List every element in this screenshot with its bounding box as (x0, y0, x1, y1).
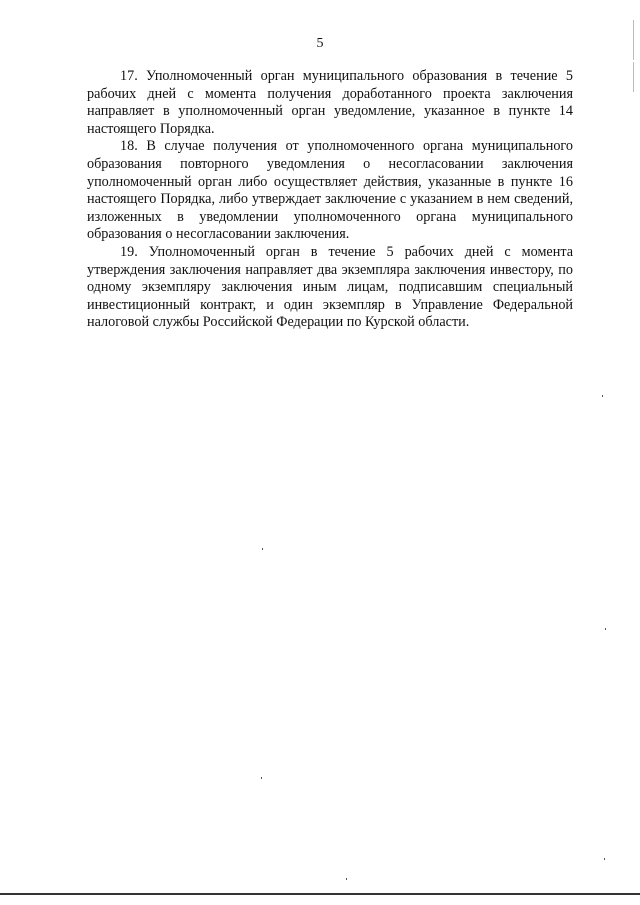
scan-speck (261, 777, 262, 779)
scan-edge-mark (633, 62, 634, 92)
scan-speck (262, 548, 263, 550)
scan-speck (346, 878, 347, 880)
scan-speck (602, 395, 603, 397)
scan-bottom-edge (0, 893, 640, 895)
page-number: 5 (316, 36, 324, 51)
paragraph-17: 17. Уполномоченный орган муниципального образования в течение 5 рабочих дней с момента получения доработанного проекта заключения направляет в уполномоченный орган уведомление, указанное в пункте 14 настоящего Порядка. (87, 68, 573, 137)
scan-speck (605, 628, 606, 630)
scan-speck (604, 858, 605, 860)
document-body (87, 68, 573, 332)
paragraph-18: 18. В случае получения от уполномоченного органа муниципального образования повторного уведомления о несогласовании заключения уполномоченный орган либо осуществляет действия, указанные в пункте 16 настоящего Порядка, либо утверждает заключение с указанием в нем сведений, изложенных в уведомлении уполномоченного органа муниципального образования о несогласовании заключения. (87, 138, 573, 243)
scan-edge-mark (633, 20, 634, 60)
paragraph-19: 19. Уполномоченный орган в течение 5 рабочих дней с момента утверждения заключения направляет два экземпляра заключения инвестору, по одному экземпляру заключения иным лицам, подписавшим специальный инвестиционный контракт, и один экземпляр в Управление Федеральной налоговой службы Российской Федерации по Курской области. (87, 243, 573, 331)
